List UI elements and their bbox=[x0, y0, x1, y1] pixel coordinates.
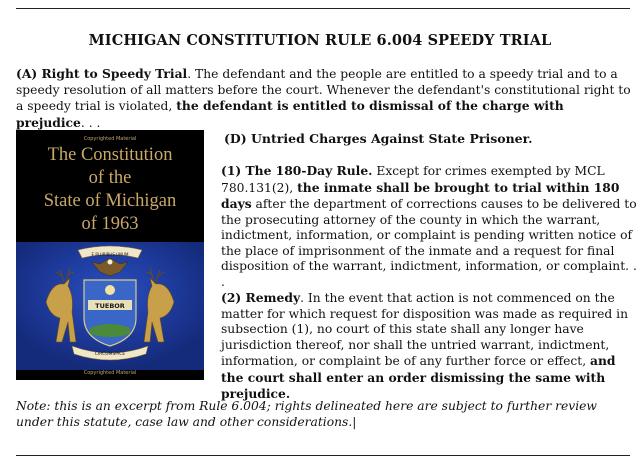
book-title-line: of 1963 bbox=[81, 214, 139, 234]
seal-motto-text: TUEBOR bbox=[95, 302, 125, 310]
section-d-paragraph-2 bbox=[221, 290, 639, 403]
seal-bottom-text: CIRCUMSPICE bbox=[94, 352, 126, 357]
book-author-label: Copyrighted Material bbox=[83, 370, 137, 376]
page-title: MICHIGAN CONSTITUTION RULE 6.004 SPEEDY TRIAL bbox=[88, 32, 552, 49]
michigan-seal-icon bbox=[16, 242, 204, 370]
bottom-rule bbox=[16, 455, 630, 456]
book-publisher-label: Copyrighted Material bbox=[83, 136, 137, 142]
paragraph-1-text: Except for crimes exempted by MCL 780.131(2), bbox=[221, 164, 605, 195]
section-d-paragraph-1 bbox=[221, 163, 639, 290]
section-a-heading: (A) Right to Speedy Trial bbox=[16, 66, 188, 81]
paragraph-1-bold-text: the inmate shall be brought to trial within 180 days bbox=[221, 179, 620, 211]
paragraph-2-heading: (2) Remedy bbox=[221, 290, 301, 305]
section-d-heading: (D) Untried Charges Against State Prisoner. bbox=[224, 131, 533, 146]
section-a-ellipsis: . . . bbox=[80, 115, 101, 130]
top-rule bbox=[16, 8, 630, 9]
book-title-line: The Constitution bbox=[47, 145, 173, 165]
book-cover-image bbox=[16, 130, 204, 380]
paragraph-2-text: . In the event that action is not commenced on the matter for which request for disposition was made as required in subsection (1), no court of this state shall any longer have jurisdiction thereof, nor shall the untried warrant, indictment, information, or complaint be of any further force or effect, bbox=[221, 291, 628, 368]
section-a-bold-text: the defendant is entitled to dismissal of the charge with prejudice bbox=[16, 98, 564, 130]
paragraph-1-text-end: after the department of corrections causes to be delivered to the prosecuting attorney of the county in which the warrant, indictment, information, or complaint is pending written notice of the place of imprisonment of the inmate and a request for final disposition of the warrant, indictment, information, or complaint. . . bbox=[221, 197, 637, 289]
book-title-line: of the bbox=[88, 168, 132, 188]
book-title bbox=[16, 144, 204, 236]
book-title-line: State of Michigan bbox=[43, 191, 177, 211]
excerpt-note: Note: this is an excerpt from Rule 6.004; rights delineated here are subject to further review under this statute, case law and other considerations.| bbox=[16, 399, 597, 429]
section-a-text: . The defendant and the people are entitled to a speedy trial and to a speedy resolution of all matters before the court. Whenever the defendant's constitutional right to a speedy trial is violated, bbox=[16, 67, 631, 113]
paragraph-2-bold-text: and the court shall enter an order dismissing the same with prejudice. bbox=[221, 353, 616, 401]
seal-banner-text: E PLURIBUS UNUM bbox=[91, 252, 129, 257]
section-a-paragraph bbox=[16, 66, 636, 131]
paragraph-1-heading: (1) The 180-Day Rule. bbox=[221, 163, 373, 178]
